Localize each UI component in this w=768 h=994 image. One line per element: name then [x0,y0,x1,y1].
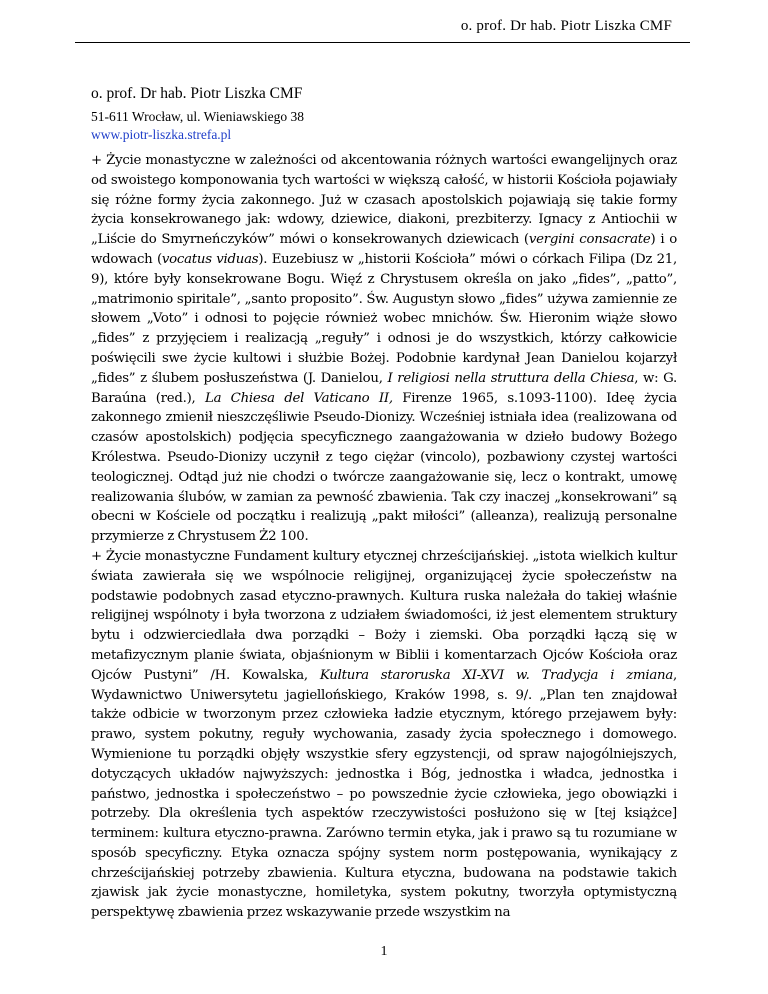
author-block [91,85,304,144]
body-text [91,151,677,923]
italic-text-run: I religiosi nella struttura della Chiesa [387,370,635,386]
author-address: 51-611 Wrocław, ul. Wieniawskiego 38 [91,109,304,124]
text-run: , Wydawnictwo Uniwersytetu jagiellońskiego, Kraków 1998, s. 9/. „Plan ten znajdował także odbicie w tworzonym przez człowieka ładzie etycznym, którego przejawem były: prawo, system pokutny, reguły wychowania, zasady życia społecznego i domowego. Wymienione tu porządki objęły wszystkie sfery egzystencji, od spraw najogólniejszych, dotyczących układów najwyższych: jednostka i Bóg, jednostka i władca, jednostka i państwo, jednostka i społeczeństwo – po powszednie życie człowieka, jego obowiązki i potrzeby. Dla określenia tych aspektów rzeczywistości posłużono się w [tej książce] terminem: kultura etyczno-prawna. Zarówno termin etyka, jak i prawo są tu rozumiane w sposób specyficzny. Etyka oznacza spójny system norm postępowania, wynikający z chrześcijańskiej potrzeby zbawienia. Kultura etyczna, budowana na podstawie takich zjawisk jak życie monastyczne, homiletyka, system pokutny, tworzyła optymistyczną perspektywę zbawienia przez wskazywanie przede wszystkim na [91,667,677,921]
page-number: 1 [380,944,388,959]
text-run: + Życie monastyczne w zależności od akcentowania różnych wartości ewangelijnych oraz od swoistego komponowania tych wartości w większą całość, w historii Kościoła pojawiały się różne formy życia zakonnego. Już w czasach apostolskich pojawiają się takie formy życia konsekrowanego jak: wdowy, dziewice, diakoni, prezbiterzy. Ignacy z Antiochii w „Liście do Smyrneńczyków” mówi o konsekrowanych dziewicach ( [91,153,677,248]
italic-text-run: La Chiesa del Vaticano II, [204,390,393,406]
text-run: + Życie monastyczne Fundament kultury etycznej chrześcijańskiej. „istota wielkich kultur świata zawierała się we wspólnocie religijnej, organizującej życie społeczeństw na podstawie podobnych zasad etyczno-prawnych. Kultura ruska należała do takiej właśnie religijnej wspólnoty i była tworzona z udziałem świadomości, iż jest elementem struktury bytu i odzwierciedlała dwa porządki – Boży i ziemski. Oba porządki łączą się w metafizycznym planie świata, objaśnionym w Biblii i komentarzach Ojców Kościoła oraz Ojców Pustyni” /H. Kowalska, [91,548,677,683]
text-run: ) i o wdowach ( [91,232,677,267]
header-rule [75,42,690,43]
author-name: o. prof. Dr hab. Piotr Liszka CMF [91,85,303,102]
italic-text-run: vergini consacrate [528,232,651,248]
italic-text-run: Kultura staroruska XI-XVI w. Tradycja i zmiana [319,667,674,683]
paragraph-ethical-culture [91,547,677,923]
paragraph-monastic-life [91,151,677,547]
text-run: ). Euzebiusz w „historii Kościoła” mówi o córkach Filipa (Dz 21, 9), które były konsekrowane Bogu. Więź z Chrystusem określa on jako „fides”, „patto”, „matrimonio spiritale”, „santo proposito”. Św. Augustyn słowo „fides” używa zamiennie ze słowem „Voto” i odnosi to pojęcie również wobec mnichów. Św. Hieronim wiąże słowo „fides” z przyjęciem i realizacją „reguły” i odnosi je do wszystkich, którzy całkowicie poświęcili swe życie kultowi i służbie Bożej. Podobnie kardynał Jean Danielou kojarzył „fides” z ślubem posłuszeństwa (J. Danielou, [91,251,677,386]
text-run: Firenze 1965, s.1093-1100). Ideę życia zakonnego zmienił nieszczęśliwie Pseudo-Dionizy. Wcześniej istniała idea (realizowana od czasów apostolskich) podjęcia specyficznego zaangażowania w dzieło budowy Bożego Królestwa. Pseudo-Dionizy uczynił z tego ciężar (vincolo), pozbawiony czystej wartości teologicznej. Odtąd już nie chodzi o twórcze zaangażowanie się, lecz o kontrakt, umowę realizowania ślubów, w zamian za pewność zbawienia. Tak czy inaczej „konsekrowani” są obecni w Kościele od początku i realizują „pakt miłości” (alleanza), realizują personalne przymierze z Chrystusem Ż2 100. [91,390,677,545]
running-header: o. prof. Dr hab. Piotr Liszka CMF [460,18,672,34]
text-run: , w: G. Baraúna (red.), [91,370,677,406]
italic-text-run: vocatus viduas [161,251,259,267]
author-website-link[interactable]: www.piotr-liszka.strefa.pl [91,127,232,142]
